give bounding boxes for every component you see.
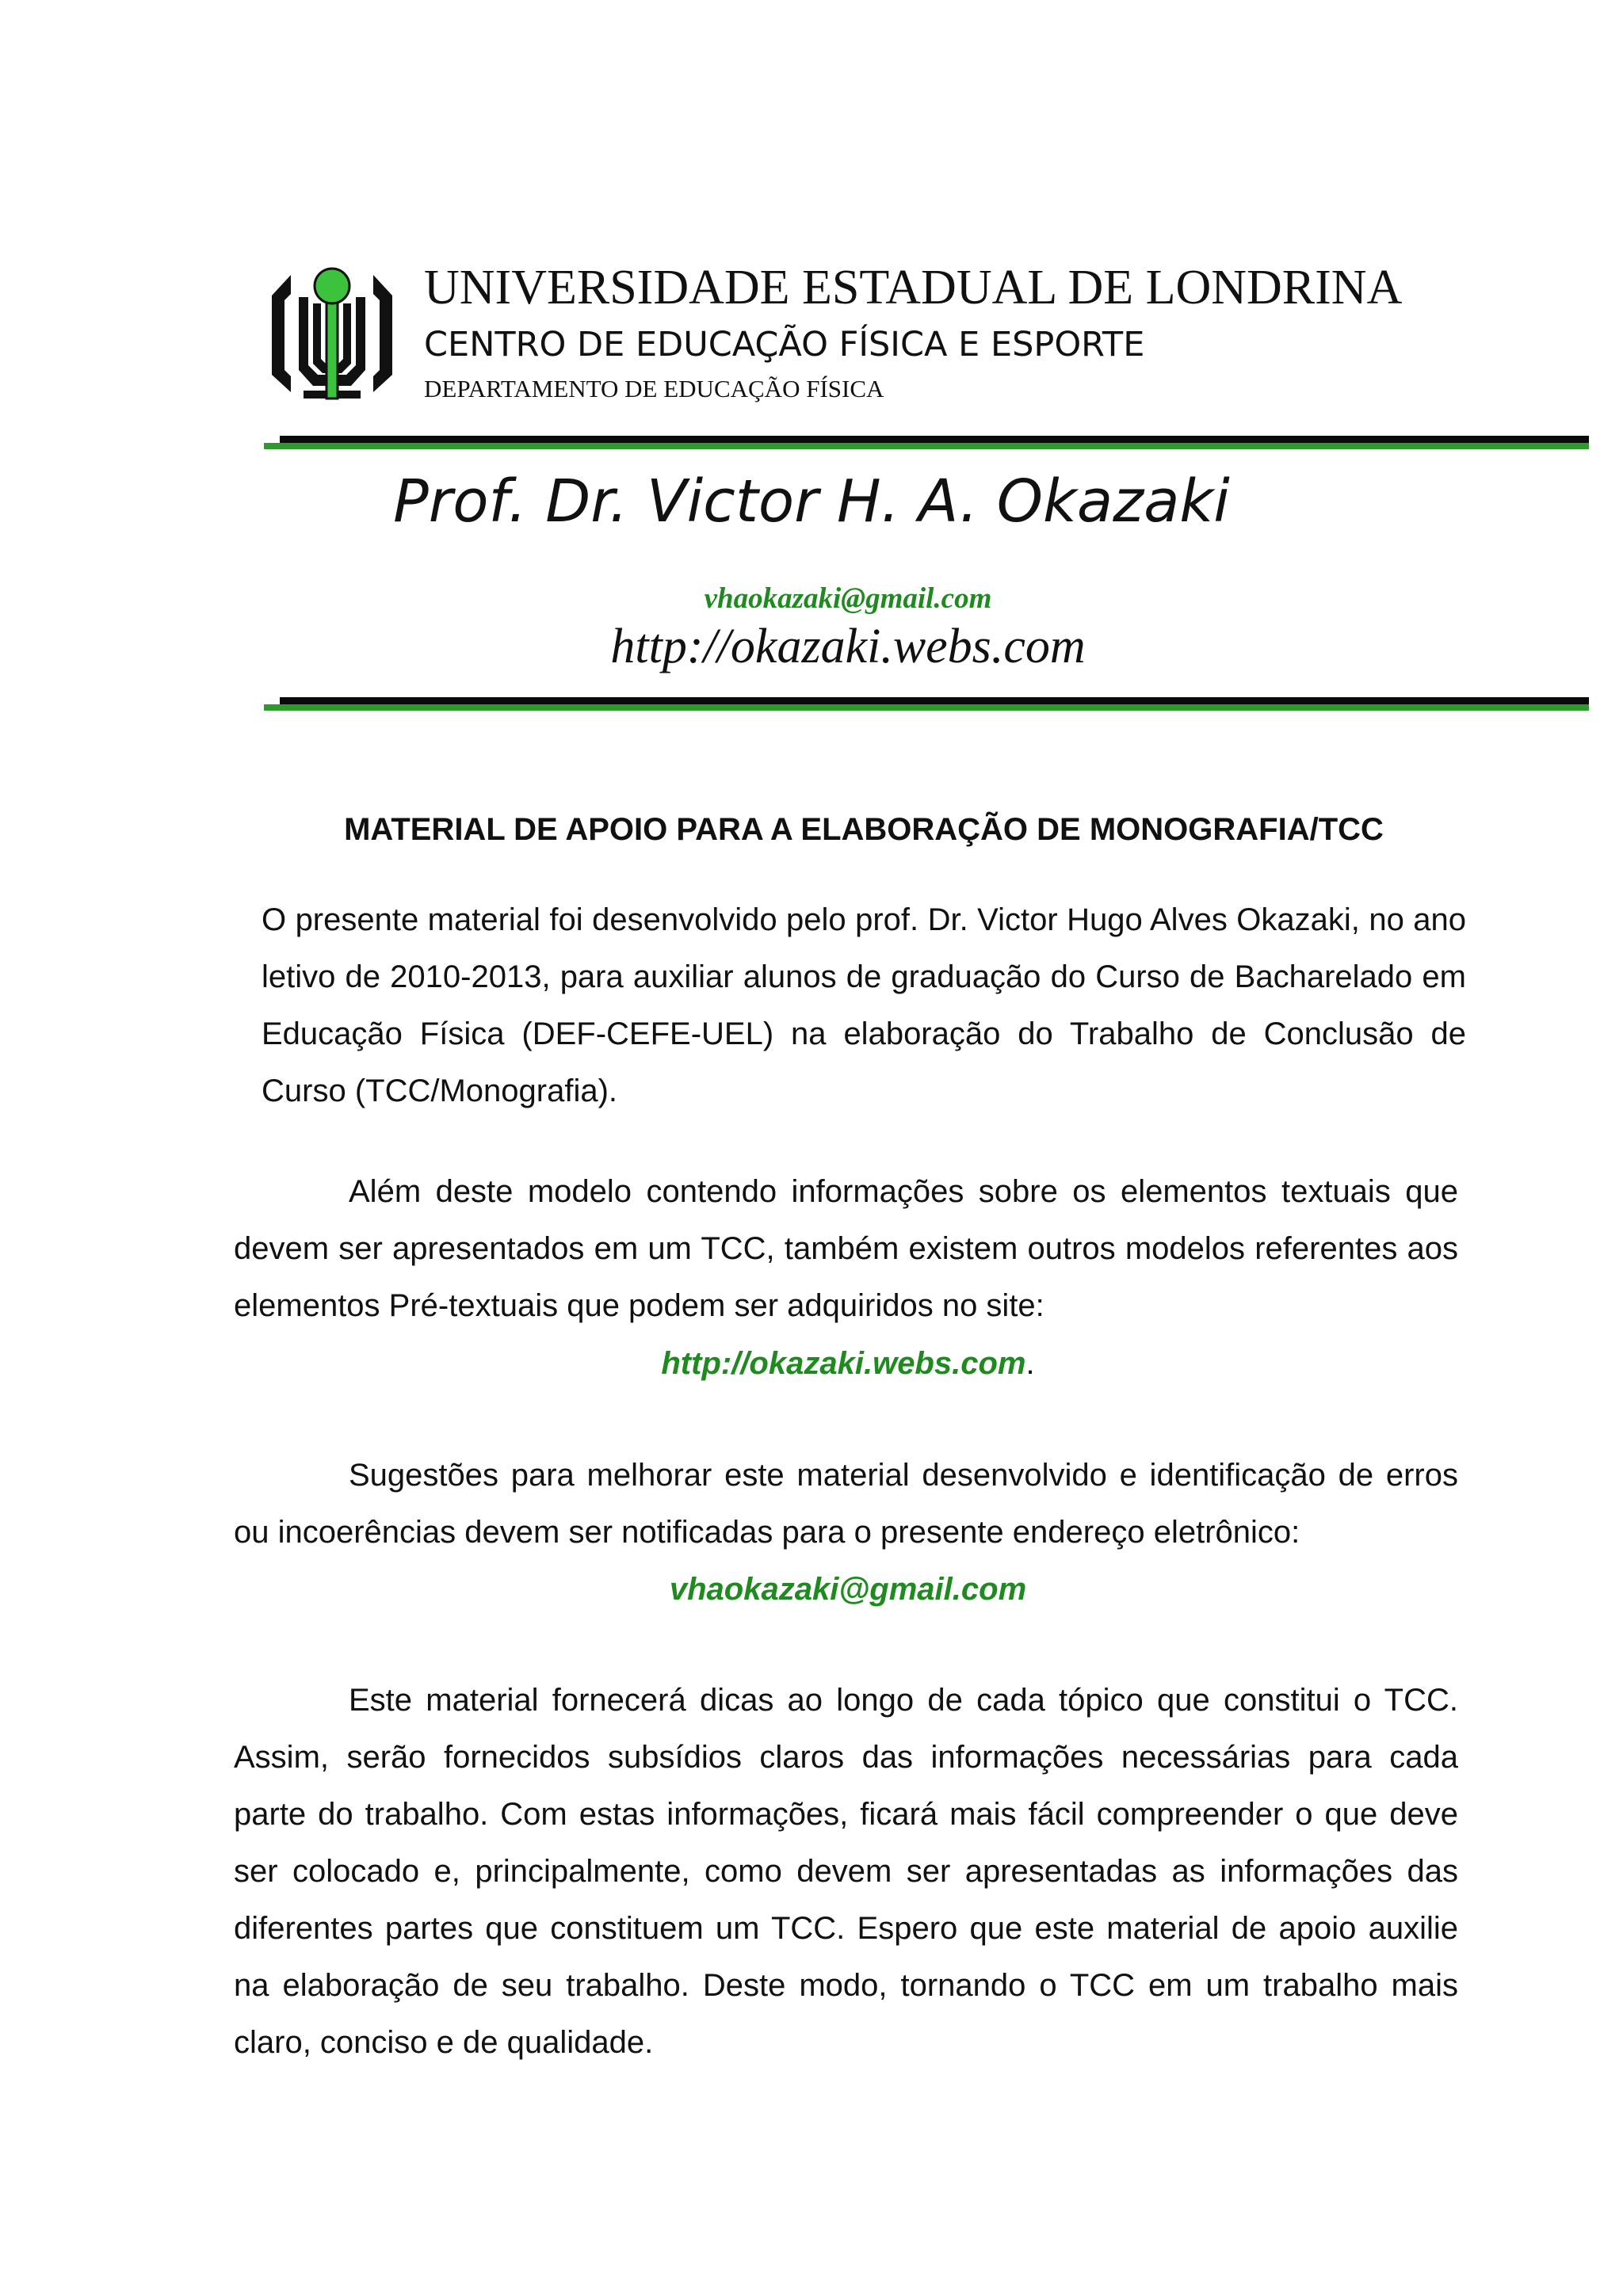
- email-link[interactable]: vhaokazaki@gmail.com: [669, 1572, 1027, 1607]
- professor-name: Prof. Dr. Victor H. A. Okazaki: [393, 467, 1230, 536]
- professor-email[interactable]: vhaokazaki@gmail.com: [704, 582, 992, 615]
- header-divider-green: [264, 443, 1589, 449]
- paragraph-tips: Este material fornecerá dicas ao longo de cada tópico que constitui o TCC. Assim, serão fornecidos subsídios claros das informações necessárias para cada parte do trabalho. Com estas informações, ficará mais fácil compreender o que deve ser colocado e, principalmente, como devem ser apresentadas as informações das diferentes partes que constituem um TCC. Espero que este material de apoio auxilie na elaboração de seu trabalho. Deste modo, tornando o TCC em um trabalho mais claro, conciso e de qualidade.: [234, 1683, 1458, 2060]
- contact-divider-green: [264, 704, 1589, 711]
- site-link-period: .: [1025, 1346, 1035, 1381]
- uel-logo-icon: [264, 265, 400, 402]
- paragraph-models: Além deste modelo contendo informações sobre os elementos textuais que devem ser apresentados em um TCC, também existem outros modelos referentes aos elementos Pré-textuais que podem ser adquiridos no site:: [234, 1174, 1458, 1323]
- document-title: MATERIAL DE APOIO PARA A ELABORAÇÃO DE MONOGRAFIA/TCC: [344, 812, 1384, 847]
- paragraph-intro: O presente material foi desenvolvido pelo prof. Dr. Victor Hugo Alves Okazaki, no ano letivo de 2010-2013, para auxiliar alunos de graduação do Curso de Bacharelado em Educação Física (DEF-CEFE-UEL) na elaboração do Trabalho de Conclusão de Curso (TCC/Monografia).: [262, 902, 1466, 1108]
- site-link[interactable]: http://okazaki.webs.com: [661, 1346, 1026, 1381]
- department-name: DEPARTAMENTO DE EDUCAÇÃO FÍSICA: [424, 375, 884, 402]
- center-name: CENTRO DE EDUCAÇÃO FÍSICA E ESPORTE: [424, 325, 1145, 364]
- paragraph-suggestions: Sugestões para melhorar este material desenvolvido e identificação de erros ou incoerências devem ser notificadas para o presente endereço eletrônico:: [234, 1458, 1458, 1550]
- university-name: UNIVERSIDADE ESTADUAL DE LONDRINA: [424, 261, 1403, 315]
- professor-url[interactable]: http://okazaki.webs.com: [610, 620, 1086, 673]
- site-link-line: [0, 1335, 1623, 1392]
